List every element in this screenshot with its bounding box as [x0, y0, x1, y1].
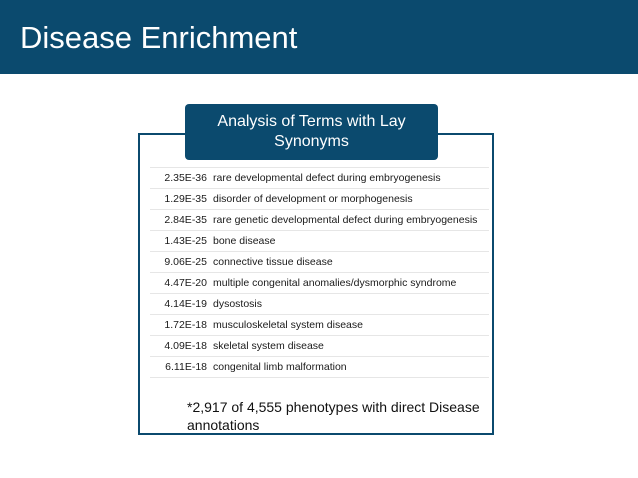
- p-value: 2.84E-35: [150, 210, 213, 231]
- disease-term: rare genetic developmental defect during embryogenesis: [213, 210, 489, 231]
- table-row: [150, 189, 489, 210]
- table-row: [150, 252, 489, 273]
- disease-term: connective tissue disease: [213, 252, 489, 273]
- p-value: 4.47E-20: [150, 273, 213, 294]
- p-value: 4.14E-19: [150, 294, 213, 315]
- p-value: 1.72E-18: [150, 315, 213, 336]
- table-row: [150, 231, 489, 252]
- disease-term: rare developmental defect during embryogenesis: [213, 168, 489, 189]
- header-bar: [0, 0, 638, 74]
- disease-term: skeletal system disease: [213, 336, 489, 357]
- table-row: [150, 210, 489, 231]
- table-row: [150, 357, 489, 378]
- disease-term: bone disease: [213, 231, 489, 252]
- table-row: [150, 315, 489, 336]
- panel-title: Analysis of Terms with Lay Synonyms: [185, 104, 438, 160]
- disease-term: disorder of development or morphogenesis: [213, 189, 489, 210]
- p-value: 1.29E-35: [150, 189, 213, 210]
- terms-table: [150, 167, 489, 378]
- footnote: *2,917 of 4,555 phenotypes with direct Disease annotations: [187, 399, 480, 433]
- p-value: 9.06E-25: [150, 252, 213, 273]
- table-row: [150, 273, 489, 294]
- p-value: 4.09E-18: [150, 336, 213, 357]
- p-value: 2.35E-36: [150, 168, 213, 189]
- table-row: [150, 168, 489, 189]
- disease-term: congenital limb malformation: [213, 357, 489, 378]
- p-value: 1.43E-25: [150, 231, 213, 252]
- p-value: 6.11E-18: [150, 357, 213, 378]
- table-row: [150, 336, 489, 357]
- disease-term: musculoskeletal system disease: [213, 315, 489, 336]
- disease-term: multiple congenital anomalies/dysmorphic syndrome: [213, 273, 489, 294]
- table-row: [150, 294, 489, 315]
- page-title: Disease Enrichment: [20, 20, 298, 55]
- disease-term: dysostosis: [213, 294, 489, 315]
